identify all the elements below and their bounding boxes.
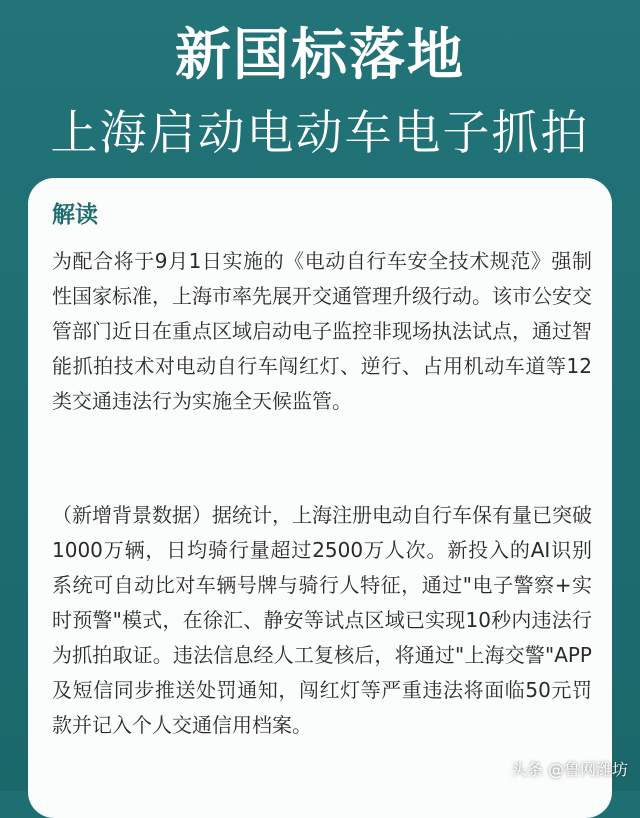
source-watermark: 头条 @鲁网潍坊 [510, 760, 628, 779]
paragraph-intro: 为配合将于9月1日实施的《电动自行车安全技术规范》强制性国家标准，上海市率先展开交通管理升级行动。该市公安交管部门近日在重点区域启动电子监控非现场执法试点，通过智能抓拍技术对电动自行车闯红灯、逆行、占用机动车道等12类交通违法行为实施全天候监管。 [52, 249, 592, 413]
section-heading: 解读 [52, 202, 98, 228]
page-title: 新国标落地 [175, 23, 465, 88]
page-subtitle: 上海启动电动车电子抓拍 [50, 106, 590, 161]
paragraph-background-data: （新增背景数据）据统计，上海注册电动自行车保有量已突破1000万辆，日均骑行量超过2500万人次。新投入的AI识别系统可自动比对车辆号牌与骑行人特征，通过"电子警察+实时预警"模式，在徐汇、静安等试点区域已实现10秒内违法行为抓拍取证。违法信息经人工复核后，将通过"上海交警"APP及短信同步推送处罚通知，闯红灯等严重违法将面临50元罚款并记入个人交通信用档案。 [52, 503, 592, 737]
content-card [28, 178, 612, 818]
